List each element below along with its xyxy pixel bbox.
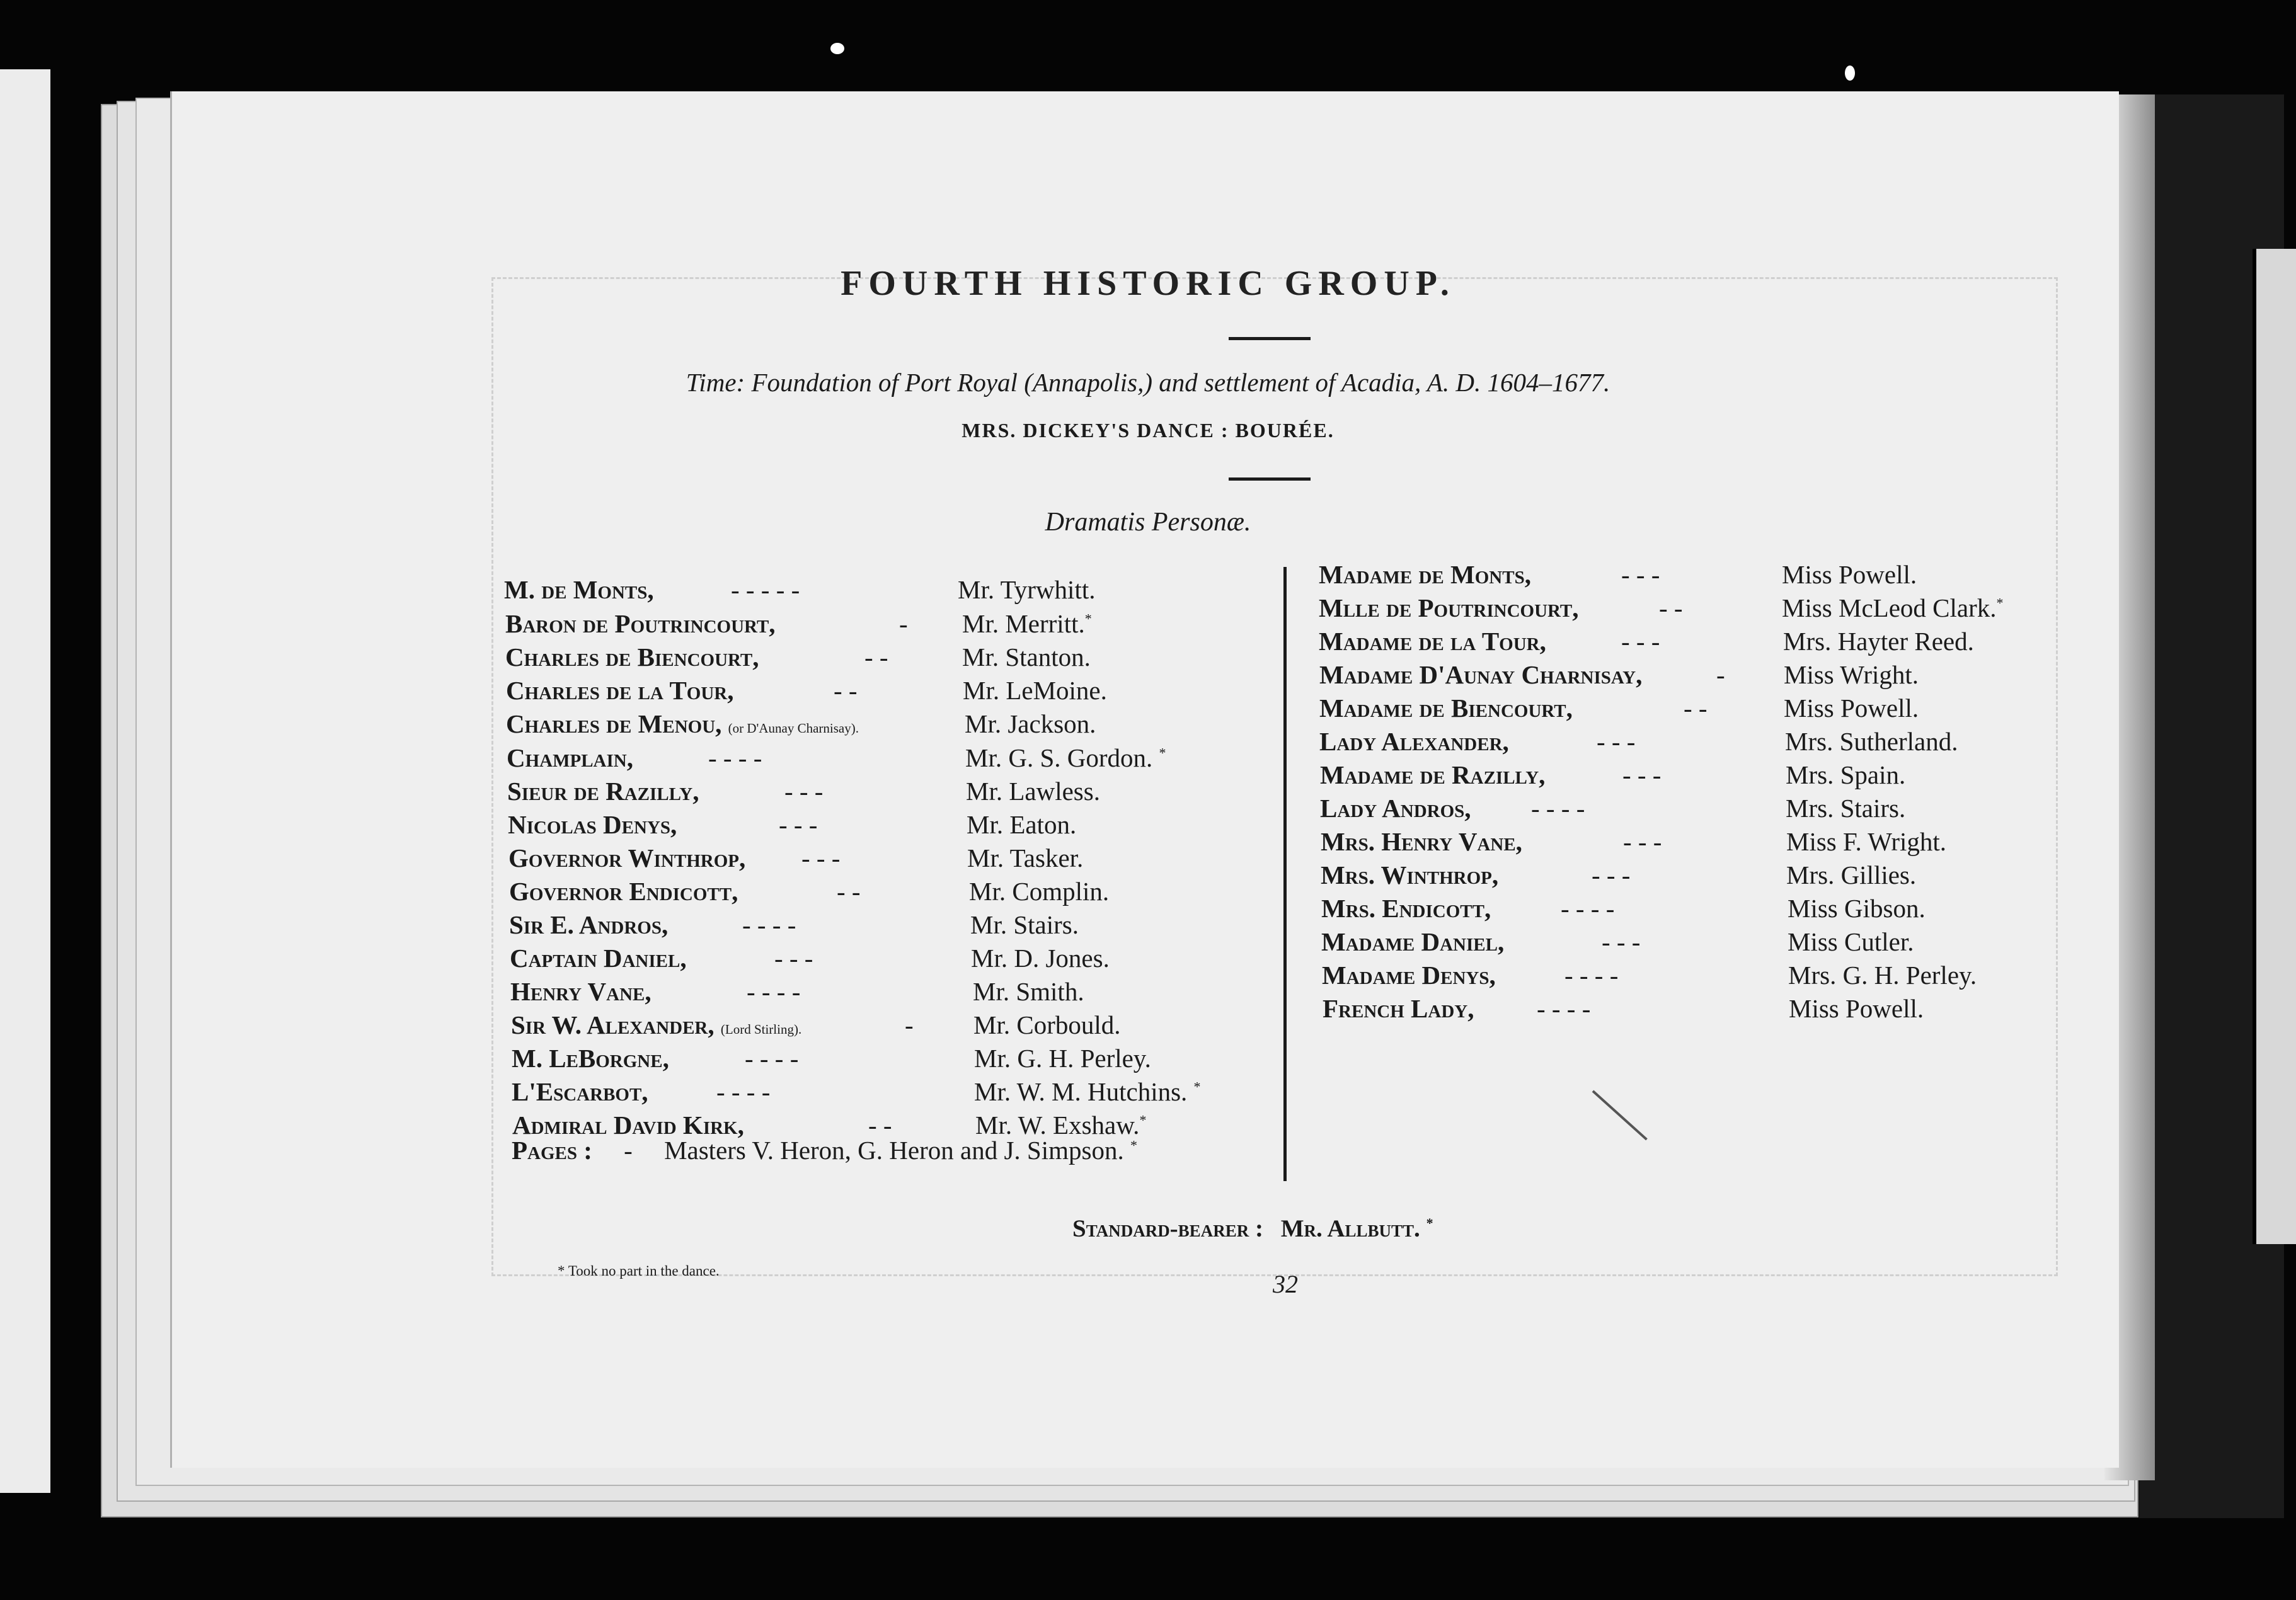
leader-dashes: - -: [1684, 694, 1708, 723]
leader-dashes: - -: [864, 643, 888, 671]
actor-name: Mr. Smith.: [973, 977, 1084, 1006]
leader-dashes: - - -: [801, 843, 841, 872]
actor-name: Mr. D. Jones.: [971, 944, 1110, 973]
time-label: Time:: [686, 368, 745, 397]
actor-name: Miss Powell.: [1782, 560, 1917, 589]
leader-dashes: - - -: [1597, 727, 1636, 756]
leader-dashes: - - - -: [747, 977, 801, 1006]
actor-name: Mrs. Spain.: [1786, 760, 1906, 789]
actor-name: Mr. G. S. Gordon. *: [965, 743, 1166, 772]
actor-name: Miss Powell.: [1789, 994, 1924, 1023]
role-name: Standard-bearer :: [1072, 1215, 1263, 1242]
actor-name: Mr. W. Exshaw.*: [975, 1111, 1147, 1140]
actor-name: Miss Powell.: [1784, 694, 1919, 723]
leader-dashes: - - -: [1621, 560, 1660, 589]
actor-name: Mr. Allbutt. *: [1280, 1215, 1433, 1242]
actor-name: Mr. Jackson.: [965, 709, 1096, 738]
role-name: Lady Alexander,: [1319, 727, 1509, 756]
leader-dashes: -: [624, 1136, 633, 1165]
actor-name: Miss McLeod Clark.*: [1782, 593, 2004, 622]
leader-dashes: - -: [868, 1111, 892, 1140]
role-name: L'Escarbot,: [512, 1077, 648, 1106]
actor-name: Mr. Corbould.: [973, 1010, 1121, 1039]
dust-speck: [830, 43, 844, 54]
role-name: Baron de Poutrincourt,: [505, 609, 776, 638]
leader-dashes: - - - -: [1561, 894, 1615, 923]
role-name: Madame D'Aunay Charnisay,: [1319, 660, 1643, 689]
role-name: Governor Winthrop,: [508, 843, 746, 872]
role-name: Madame Denys,: [1322, 961, 1496, 990]
leader-dashes: - - - -: [1531, 794, 1585, 823]
role-name: Charles de la Tour,: [506, 676, 734, 705]
actor-name: Mrs. Stairs.: [1786, 794, 1906, 823]
leader-dashes: - - - -: [708, 743, 762, 772]
leader-dashes: - - -: [774, 944, 813, 973]
leader-dashes: - - - -: [1537, 994, 1591, 1023]
role-name: Henry Vane,: [510, 977, 651, 1006]
role-name: Madame de la Tour,: [1319, 627, 1546, 656]
actor-name: Mrs. G. H. Perley.: [1788, 961, 1977, 990]
actor-name: Mr. G. H. Perley.: [974, 1044, 1151, 1073]
actor-name: Mr. LeMoine.: [963, 676, 1107, 705]
dance-line: MRS. DICKEY'S DANCE : BOURÉE.: [961, 419, 1335, 442]
standard-bearer-line: [1072, 1214, 1433, 1243]
time-text: Foundation of Port Royal (Annapolis,) and settlement of Acadia, A. D. 1604–1677.: [751, 368, 1610, 397]
leader-dashes: - - -: [1623, 827, 1662, 856]
title-rule: [1229, 337, 1311, 340]
role-name: Lady Andros,: [1320, 794, 1471, 823]
leader-dashes: - - -: [1622, 760, 1662, 789]
column-divider: [1283, 567, 1287, 1181]
role-note: (Lord Stirling).: [720, 1022, 802, 1037]
role-name: M. de Monts,: [504, 575, 654, 604]
leader-dashes: - - - -: [1564, 961, 1619, 990]
role-name: Mrs. Henry Vane,: [1321, 827, 1522, 856]
dance-rule: [1229, 477, 1311, 481]
leader-dashes: - - - -: [745, 1044, 799, 1073]
actor-name: Miss Wright.: [1784, 660, 1919, 689]
actor-name: Mr. W. M. Hutchins. *: [974, 1077, 1201, 1106]
actor-name: Mr. Tyrwhitt.: [958, 575, 1096, 604]
leader-dashes: - - -: [784, 777, 824, 806]
pages-row: [512, 1135, 1137, 1165]
role-name: Sir W. Alexander, (Lord Stirling).: [511, 1010, 802, 1039]
actor-name: Mr. Tasker.: [967, 843, 1084, 872]
right-page-photo: [2253, 249, 2296, 1244]
actor-name: Masters V. Heron, G. Heron and J. Simpson. *: [664, 1136, 1137, 1165]
leader-dashes: - - - -: [716, 1077, 771, 1106]
role-name: Madame Daniel,: [1321, 927, 1505, 956]
role-note: (or D'Aunay Charnisay).: [728, 721, 859, 736]
role-name: Sieur de Razilly,: [507, 777, 699, 806]
role-name: Mrs. Endicott,: [1321, 894, 1491, 923]
leader-dashes: - - -: [779, 810, 818, 839]
actor-name: Mr. Stanton.: [962, 643, 1091, 671]
leader-dashes: - - - - -: [731, 575, 800, 604]
role-name: Mlle de Poutrincourt,: [1319, 593, 1579, 622]
role-name: Charles de Menou, (or D'Aunay Charnisay).: [506, 709, 859, 738]
leader-dashes: - - - -: [742, 910, 796, 939]
leader-dashes: - -: [1659, 593, 1683, 622]
leader-dashes: - -: [834, 676, 858, 705]
leader-dashes: -: [899, 609, 908, 638]
actor-name: Mr. Complin.: [969, 877, 1110, 906]
role-name: Madame de Razilly,: [1320, 760, 1546, 789]
role-name: Sir E. Andros,: [509, 910, 669, 939]
role-name: Admiral David Kirk,: [512, 1111, 744, 1140]
actor-name: Miss Gibson.: [1788, 894, 1926, 923]
role-name: Captain Daniel,: [510, 944, 687, 973]
actor-name: Mr. Merritt.*: [962, 609, 1092, 638]
actor-name: Mrs. Hayter Reed.: [1783, 627, 1974, 656]
dramatis-personae-heading: Dramatis Personæ.: [1045, 508, 1251, 537]
role-name: Pages :: [512, 1136, 592, 1165]
time-line: [0, 367, 2296, 397]
page-number: 32: [1273, 1270, 1298, 1298]
leader-dashes: - - -: [1602, 927, 1641, 956]
leader-dashes: - - -: [1621, 627, 1660, 656]
role-name: Governor Endicott,: [509, 877, 738, 906]
leader-dashes: -: [1716, 660, 1725, 689]
role-name: French Lady,: [1323, 994, 1474, 1023]
page-title: FOURTH HISTORIC GROUP.: [841, 264, 1455, 303]
actor-name: Mr. Eaton.: [967, 810, 1077, 839]
actor-name: Miss Cutler.: [1788, 927, 1914, 956]
role-name: Madame de Monts,: [1319, 560, 1531, 589]
role-name: Madame de Biencourt,: [1319, 694, 1573, 723]
footnote: * Took no part in the dance.: [558, 1263, 720, 1279]
role-name: Charles de Biencourt,: [505, 643, 759, 671]
actor-name: Mr. Stairs.: [970, 910, 1079, 939]
actor-name: Mr. Lawless.: [966, 777, 1100, 806]
role-name: Champlain,: [507, 743, 633, 772]
leader-dashes: - -: [837, 877, 861, 906]
actor-name: Miss F. Wright.: [1786, 827, 1947, 856]
role-name: Nicolas Denys,: [508, 810, 677, 839]
actor-name: Mrs. Sutherland.: [1785, 727, 1958, 756]
leader-dashes: -: [905, 1010, 914, 1039]
dust-speck: [1845, 66, 1855, 81]
role-name: M. LeBorgne,: [512, 1044, 669, 1073]
role-name: Mrs. Winthrop,: [1321, 860, 1499, 889]
leader-dashes: - - -: [1592, 860, 1631, 889]
actor-name: Mrs. Gillies.: [1786, 860, 1917, 889]
